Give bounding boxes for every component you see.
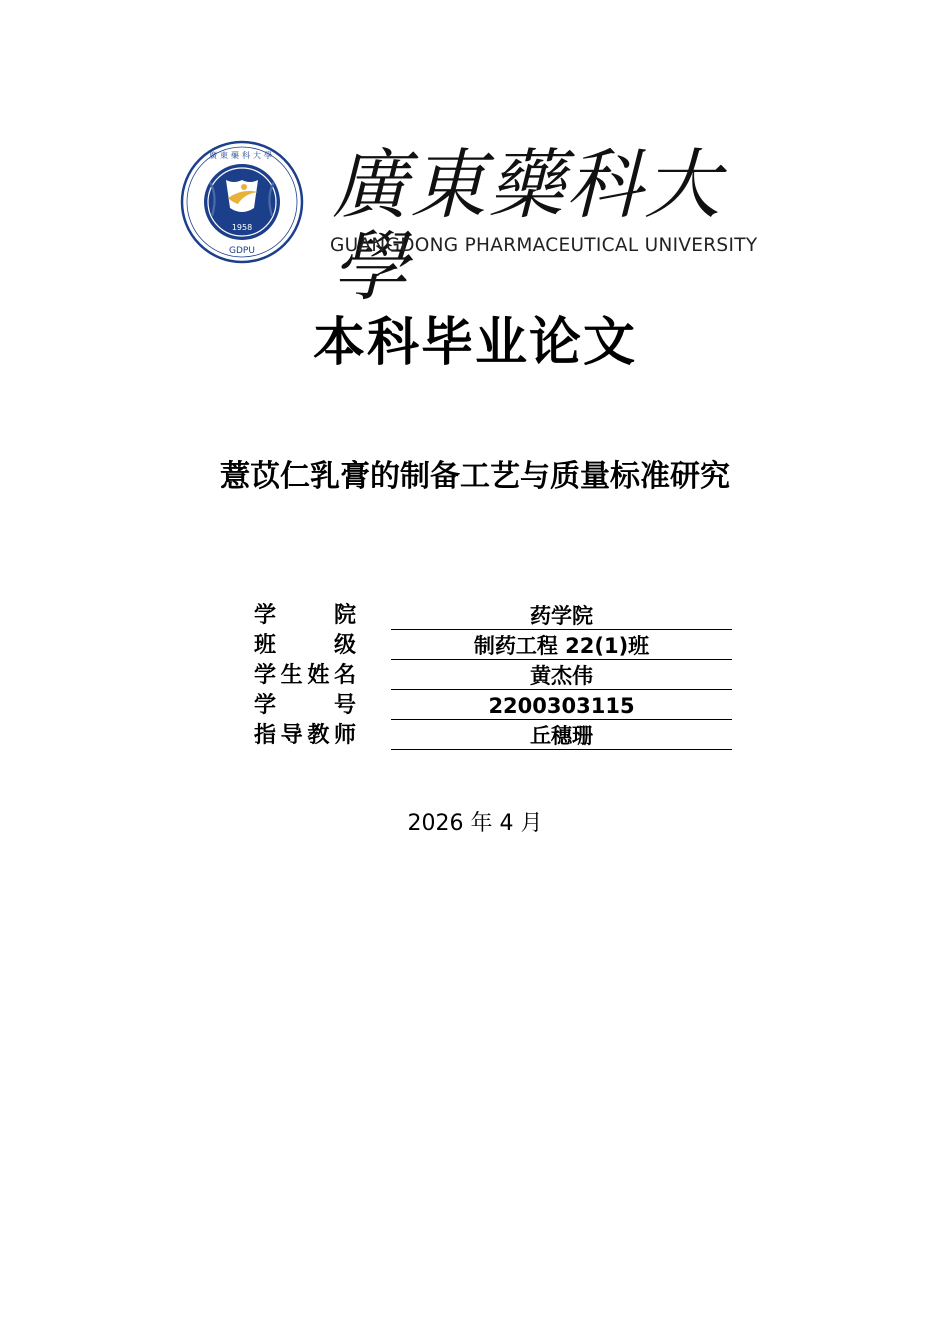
- info-label: 班级: [254, 633, 356, 658]
- seal-abbrev: GDPU: [229, 246, 255, 256]
- university-header: [180, 140, 780, 311]
- university-seal-logo: [180, 140, 304, 264]
- info-label: 学院: [254, 603, 356, 628]
- info-row-student-id: [254, 690, 734, 720]
- submission-date: 2026 年 4 月: [407, 811, 543, 836]
- info-value: 药学院: [530, 604, 593, 628]
- info-row-class: [254, 630, 734, 660]
- info-value: 制药工程 22(1)班: [473, 634, 650, 658]
- info-underline: [391, 690, 732, 720]
- info-label: 学号: [254, 693, 356, 718]
- info-underline: [391, 720, 732, 750]
- thesis-title: 薏苡仁乳膏的制备工艺与质量标准研究: [220, 459, 730, 494]
- university-name-english: GUANGDONG PHARMACEUTICAL UNIVERSITY: [330, 235, 758, 256]
- seal-top-text: 廣東藥科大學: [209, 151, 275, 160]
- document-type-title: 本科毕业论文: [312, 313, 637, 373]
- info-value: 黄杰伟: [530, 664, 593, 688]
- info-row-college: [254, 600, 734, 630]
- info-row-advisor: [254, 720, 734, 750]
- info-underline: [391, 630, 732, 660]
- university-name-calligraphy: 廣東藥科大學: [332, 140, 722, 311]
- info-label: 指导教师: [254, 723, 356, 748]
- info-underline: [391, 600, 732, 630]
- info-label: 学生姓名: [254, 663, 356, 688]
- info-underline: [391, 660, 732, 690]
- info-row-student-name: [254, 660, 734, 690]
- student-info-table: [254, 600, 734, 750]
- info-value: 丘穗珊: [530, 724, 593, 748]
- seal-year: 1958: [231, 223, 253, 232]
- info-value: 2200303115: [488, 694, 635, 718]
